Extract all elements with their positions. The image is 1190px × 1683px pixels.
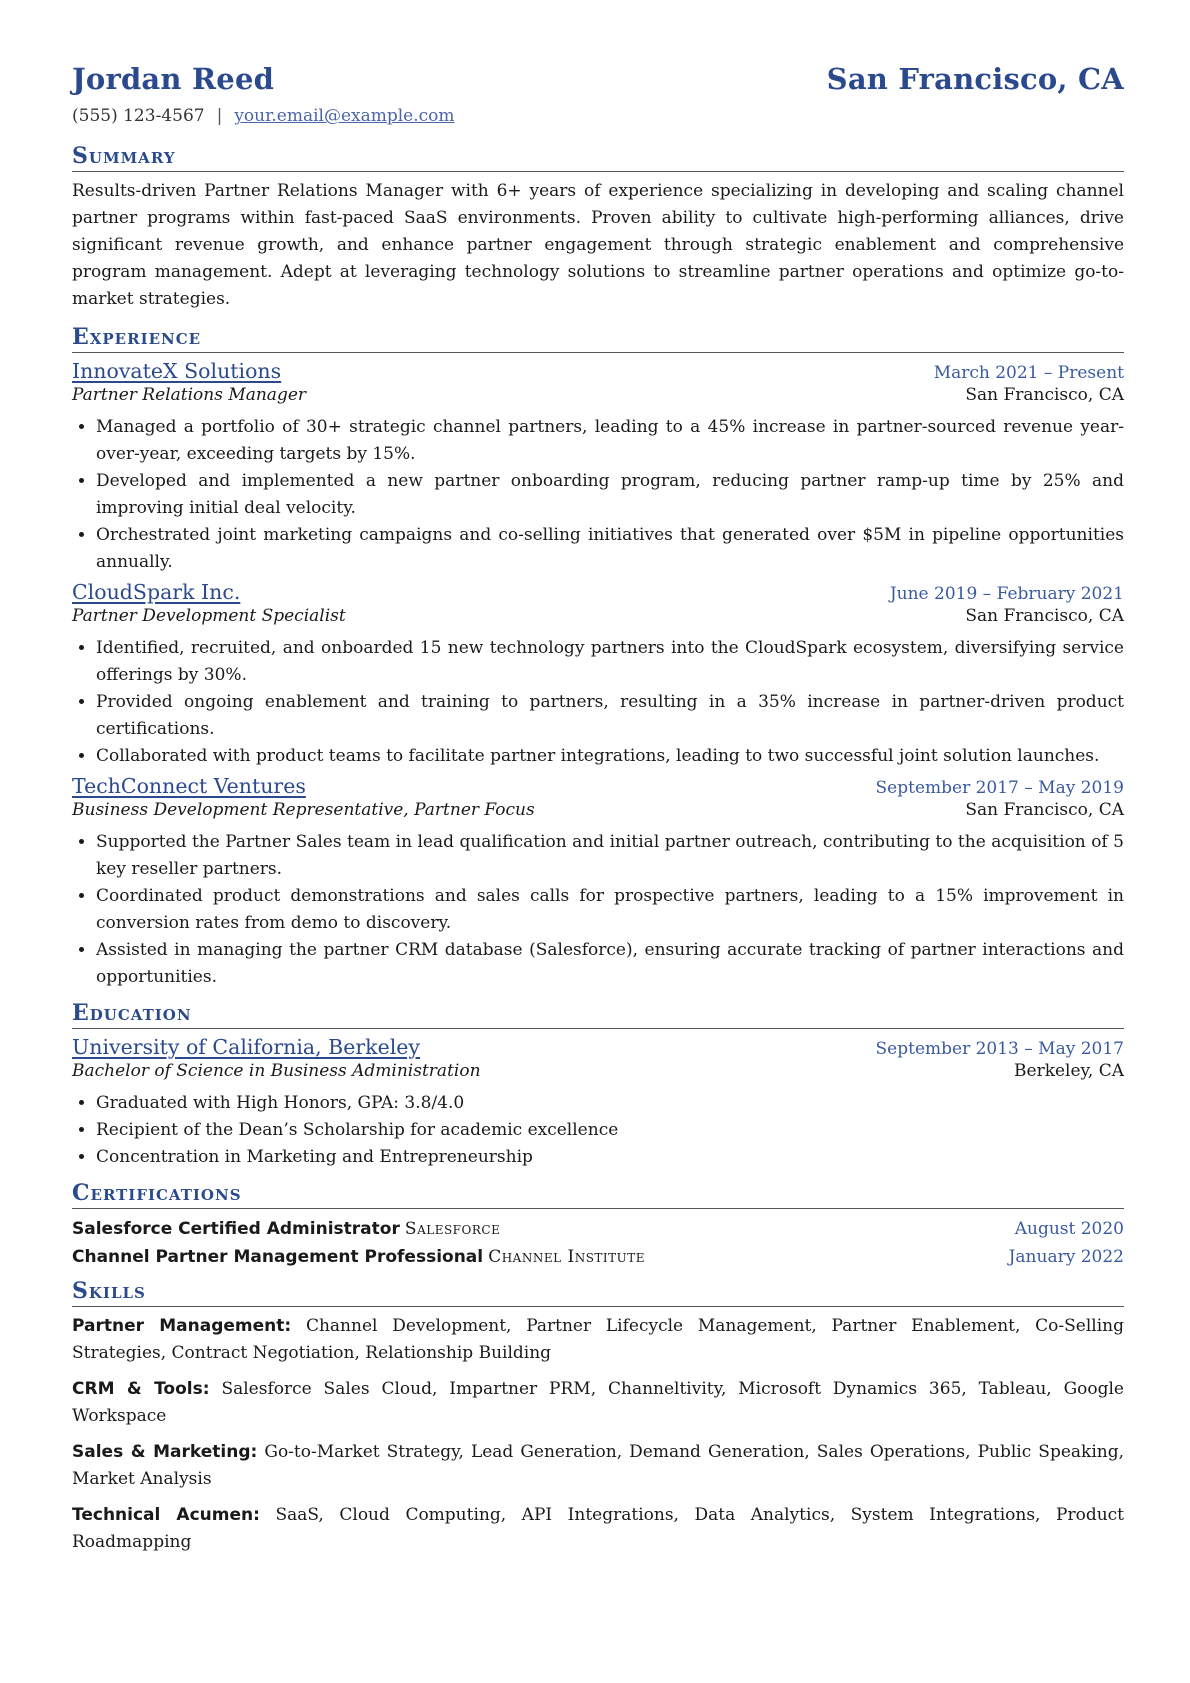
experience-entry [72, 774, 1124, 991]
skill-category: Technical Acumen: [72, 1505, 260, 1525]
entry-dates: June 2019 – February 2021 [889, 584, 1124, 604]
certification-row [72, 1215, 1124, 1243]
bullet-list [72, 1090, 1124, 1171]
bullet-item: • Recipient of the Dean’s Scholarship for academic excellence [96, 1117, 1124, 1144]
school-name[interactable]: University of California, Berkeley [72, 1035, 420, 1059]
contact-separator: | [216, 106, 223, 126]
bullet-item: • Developed and implemented a new partner onboarding program, reducing partner ramp-up time by 25% and improving initial deal velocity. [96, 468, 1124, 522]
candidate-location: San Francisco, CA [826, 62, 1124, 96]
entry-location: San Francisco, CA [965, 385, 1124, 405]
bullet-item: • Coordinated product demonstrations and sales calls for prospective partners, leading to a 15% improvement in conversion rates from demo to discovery. [96, 883, 1124, 937]
section-title-summary: Summary [72, 142, 1124, 172]
bullet-item: • Identified, recruited, and onboarded 15 new technology partners into the CloudSpark ecosystem, diversifying service offerings by 30%. [96, 635, 1124, 689]
job-title: Business Development Representative, Partner Focus [72, 800, 535, 820]
company-name[interactable]: InnovateX Solutions [72, 359, 282, 383]
certification-issuer: Salesforce [404, 1219, 501, 1239]
job-title: Partner Relations Manager [72, 385, 307, 405]
bullet-item: • Managed a portfolio of 30+ strategic channel partners, leading to a 45% increase in partner-sourced revenue year-over-year, exceeding targets by 15%. [96, 414, 1124, 468]
section-title-certifications: Certifications [72, 1179, 1124, 1209]
section-title-education: Education [72, 999, 1124, 1029]
entry-location: San Francisco, CA [965, 606, 1124, 626]
entry-dates: September 2013 – May 2017 [875, 1039, 1124, 1059]
bullet-list [72, 414, 1124, 576]
entry-header [72, 774, 1124, 798]
bullet-item: • Concentration in Marketing and Entrepreneurship [96, 1144, 1124, 1171]
section-title-skills: Skills [72, 1277, 1124, 1307]
company-name[interactable]: CloudSpark Inc. [72, 580, 241, 604]
certification-left [72, 1243, 645, 1271]
email-link[interactable]: your.email@example.com [234, 106, 455, 126]
skill-category: Partner Management: [72, 1316, 292, 1336]
education-entry [72, 1035, 1124, 1171]
section-title-experience: Experience [72, 323, 1124, 353]
role-row [72, 385, 1124, 405]
bullet-item: • Graduated with High Honors, GPA: 3.8/4.0 [96, 1090, 1124, 1117]
skill-items: Channel Development, Partner Lifecycle Management, Partner Enablement, Co-Selling Strategies, Contract Negotiation, Relationship Building [72, 1316, 1124, 1363]
certification-name: Channel Partner Management Professional [72, 1247, 484, 1267]
entry-dates: September 2017 – May 2019 [875, 778, 1124, 798]
entry-dates: March 2021 – Present [933, 363, 1124, 383]
contact-line [72, 106, 1124, 126]
education-list [72, 1035, 1124, 1171]
entry-header [72, 1035, 1124, 1059]
skill-items: Go-to-Market Strategy, Lead Generation, Demand Generation, Sales Operations, Public Speaking, Market Analysis [72, 1442, 1124, 1489]
bullet-item: • Supported the Partner Sales team in lead qualification and initial partner outreach, contributing to the acquisition of 5 key reseller partners. [96, 829, 1124, 883]
entry-location: San Francisco, CA [965, 800, 1124, 820]
resume-header [72, 62, 1124, 96]
skill-category: CRM & Tools: [72, 1379, 210, 1399]
skills-list [72, 1313, 1124, 1556]
certification-row [72, 1243, 1124, 1271]
skill-items: Salesforce Sales Cloud, Impartner PRM, Channeltivity, Microsoft Dynamics 365, Tableau, Google Workspace [72, 1379, 1124, 1426]
bullet-item: • Orchestrated joint marketing campaigns and co-selling initiatives that generated over $5M in pipeline opportunities annually. [96, 522, 1124, 576]
summary-text: Results-driven Partner Relations Manager with 6+ years of experience specializing in developing and scaling channel partner programs within fast-paced SaaS environments. Proven ability to cultivate high-performing alliances, drive significant revenue growth, and enhance partner engagement through strategic enablement and comprehensive program management. Adept at leveraging technology solutions to streamline partner operations and optimize go-to-market strategies. [72, 181, 1124, 309]
certification-left [72, 1215, 500, 1243]
certification-date: January 2022 [1008, 1247, 1124, 1267]
experience-entry [72, 580, 1124, 770]
company-name[interactable]: TechConnect Ventures [72, 774, 306, 798]
role-row [72, 800, 1124, 820]
bullet-item: • Assisted in managing the partner CRM database (Salesforce), ensuring accurate tracking of partner interactions and opportunities. [96, 937, 1124, 991]
bullet-item: • Collaborated with product teams to facilitate partner integrations, leading to two successful joint solution launches. [96, 743, 1124, 770]
degree: Bachelor of Science in Business Administration [72, 1061, 481, 1081]
certification-issuer: Channel Institute [488, 1247, 646, 1267]
experience-entry [72, 359, 1124, 576]
degree-row [72, 1061, 1124, 1081]
bullet-list [72, 829, 1124, 991]
skill-group [72, 1313, 1124, 1367]
job-title: Partner Development Specialist [72, 606, 346, 626]
experience-list [72, 359, 1124, 991]
bullet-list [72, 635, 1124, 770]
certification-date: August 2020 [1014, 1219, 1124, 1239]
resume-content [72, 62, 1124, 1565]
role-row [72, 606, 1124, 626]
phone-number: (555) 123-4567 [72, 106, 205, 126]
entry-location: Berkeley, CA [1014, 1061, 1124, 1081]
candidate-name: Jordan Reed [72, 62, 275, 96]
entry-header [72, 580, 1124, 604]
certifications-list [72, 1215, 1124, 1271]
skill-items: SaaS, Cloud Computing, API Integrations, Data Analytics, System Integrations, Product Roadmapping [72, 1505, 1124, 1552]
bullet-item: • Provided ongoing enablement and training to partners, resulting in a 35% increase in partner-driven product certifications. [96, 689, 1124, 743]
entry-header [72, 359, 1124, 383]
skill-group [72, 1439, 1124, 1493]
skill-group [72, 1502, 1124, 1556]
skill-category: Sales & Marketing: [72, 1442, 258, 1462]
certification-name: Salesforce Certified Administrator [72, 1219, 400, 1239]
skill-group [72, 1376, 1124, 1430]
